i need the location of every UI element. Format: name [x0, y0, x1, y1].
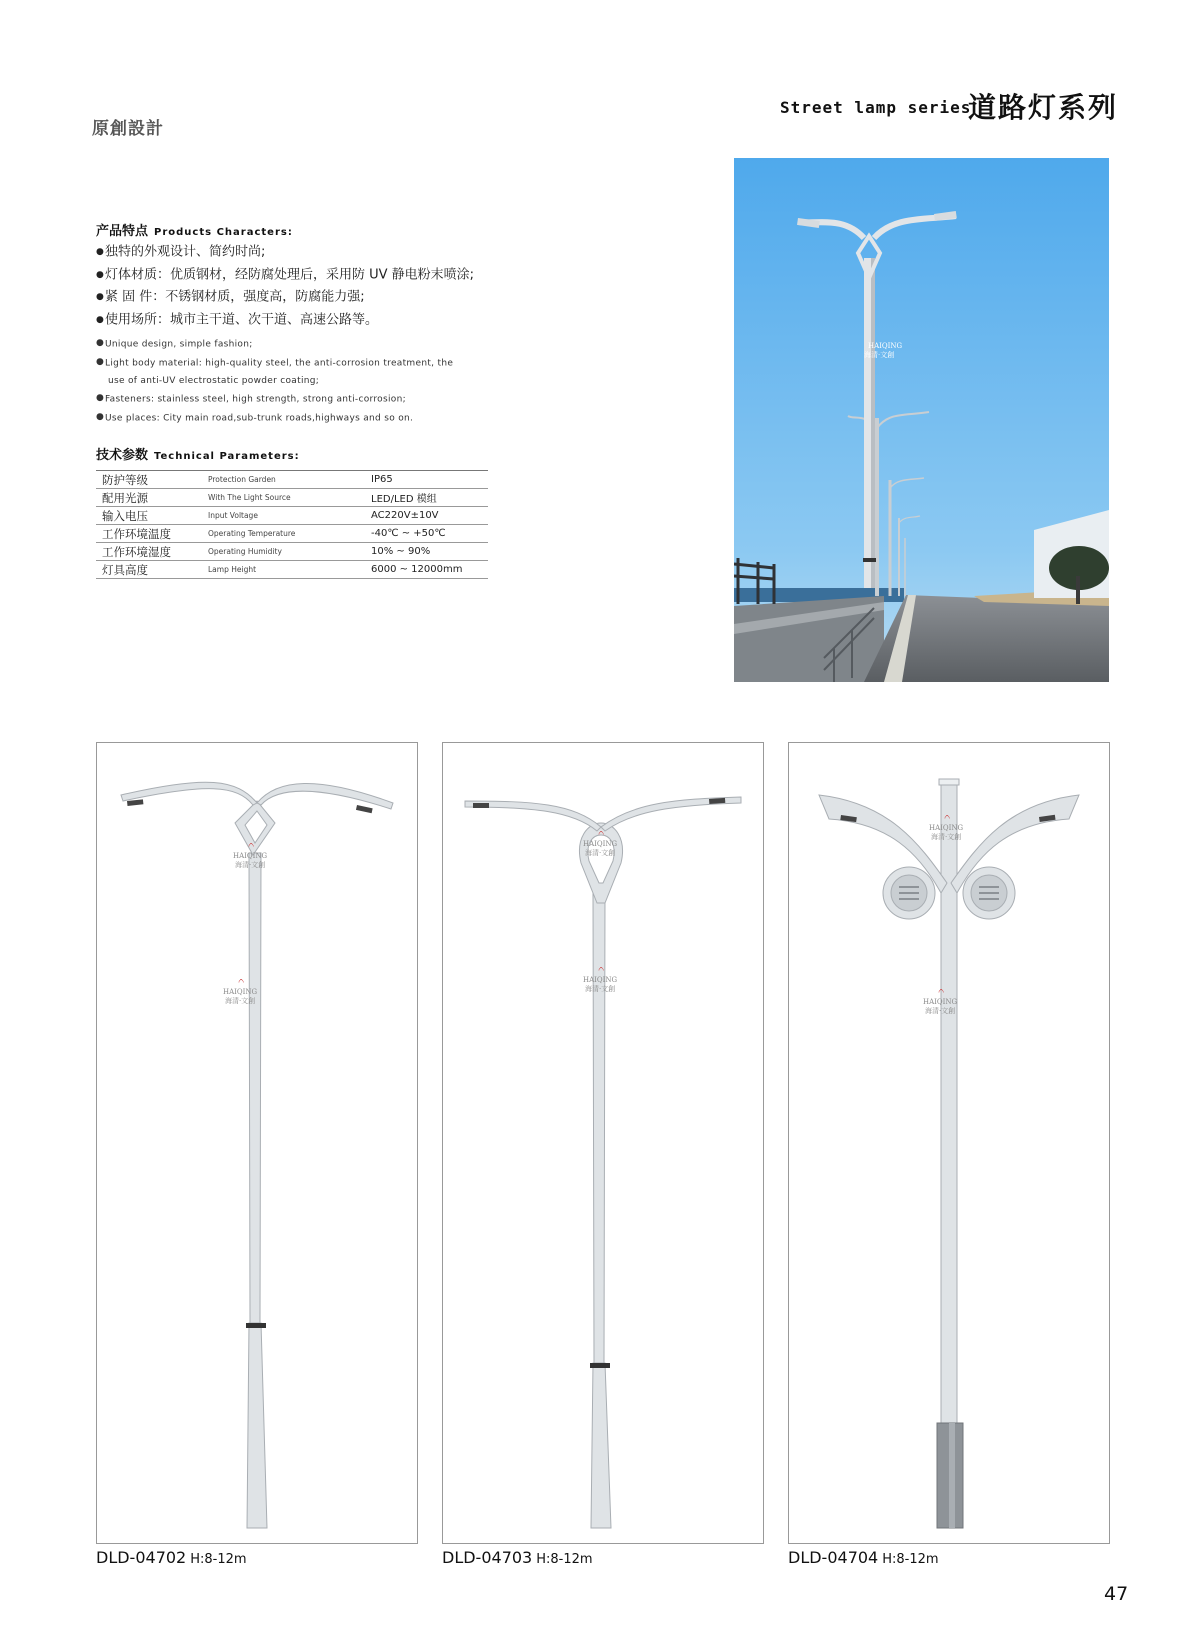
param-name-cn: 灯具高度 — [96, 561, 202, 579]
feature-item-cn: ●独特的外观设计、简约时尚; — [96, 244, 266, 260]
feature-item-en: use of anti-UV electrostatic powder coating; — [108, 375, 320, 386]
street-scene-photo — [734, 158, 1109, 682]
series-title-cn: 道路灯系列 — [968, 91, 1119, 124]
param-value: 6000 ~ 12000mm — [365, 561, 488, 579]
product-model: DLD-04702 — [96, 1548, 187, 1567]
watermark: ◜◝ HAIQING 海清·文創 — [583, 830, 618, 857]
features-list-cn — [96, 241, 516, 331]
param-name-cn: 输入电压 — [96, 507, 202, 525]
product-frame-04703 — [442, 742, 764, 1544]
lamp-illustration-04703 — [443, 743, 763, 1543]
product-frame-04704 — [788, 742, 1110, 1544]
param-name-en: Operating Temperature — [202, 525, 365, 543]
feature-item-en: ●Fasteners: stainless steel, high strength, strong anti-corrosion; — [96, 393, 406, 405]
param-name-en: Input Voltage — [202, 507, 365, 525]
street-scene-illustration — [734, 158, 1109, 682]
param-name-cn: 配用光源 — [96, 489, 202, 507]
product-frame-04702 — [96, 742, 418, 1544]
param-value: IP65 — [365, 471, 488, 489]
watermark: ◜◝ HAIQING 海清·文創 — [233, 842, 268, 869]
param-value: AC220V±10V — [365, 507, 488, 525]
svg-text:海清·文創: 海清·文創 — [864, 351, 895, 359]
table-row — [96, 489, 488, 507]
params-table — [96, 470, 488, 579]
params-heading — [96, 444, 300, 463]
param-name-cn: 工作环境湿度 — [96, 543, 202, 561]
product-caption — [442, 1548, 593, 1567]
param-name-en: Operating Humidity — [202, 543, 365, 561]
features-list-en — [96, 335, 516, 428]
features-title-cn: 产品特点 — [96, 224, 149, 239]
product-model: DLD-04704 — [788, 1548, 879, 1567]
product-height: H:8-12m — [190, 1552, 247, 1567]
param-name-cn: 防护等级 — [96, 471, 202, 489]
series-title-en: Street lamp series — [780, 98, 972, 117]
param-name-cn: 工作环境温度 — [96, 525, 202, 543]
watermark: ◜◝ HAIQING 海清·文創 — [583, 966, 618, 993]
features-heading — [96, 220, 293, 239]
product-height: H:8-12m — [882, 1552, 939, 1567]
params-title-cn: 技术参数 — [96, 448, 149, 463]
feature-item-en: ●Unique design, simple fashion; — [96, 338, 253, 350]
table-row — [96, 543, 488, 561]
watermark: ◜◝ HAIQING 海清·文創 — [223, 978, 258, 1005]
table-row — [96, 561, 488, 579]
lamp-illustration-04704 — [789, 743, 1109, 1543]
param-name-en: With The Light Source — [202, 489, 365, 507]
feature-item-cn: ●紧 固 件：不锈钢材质，强度高，防腐能力强; — [96, 289, 365, 305]
table-row — [96, 507, 488, 525]
product-height: H:8-12m — [536, 1552, 593, 1567]
param-value: LED/LED 模组 — [365, 489, 488, 507]
table-row — [96, 471, 488, 489]
table-row — [96, 525, 488, 543]
page-number: 47 — [1104, 1583, 1129, 1605]
param-name-en: Lamp Height — [202, 561, 365, 579]
svg-text:HAIQING: HAIQING — [868, 342, 903, 350]
product-caption — [96, 1548, 247, 1567]
feature-item-en: ●Use places: City main road,sub-trunk roads,highways and so on. — [96, 411, 414, 423]
watermark: ◜◝ HAIQING 海清·文創 — [929, 814, 964, 841]
param-value: 10% ~ 90% — [365, 543, 488, 561]
brand-label: 原創設計 — [92, 119, 164, 139]
watermark: ◜◝ HAIQING 海清·文創 — [923, 988, 958, 1015]
param-value: -40℃ ~ +50℃ — [365, 525, 488, 543]
feature-item-cn: ●灯体材质：优质钢材，经防腐处理后，采用防 UV 静电粉末喷涂; — [96, 267, 475, 282]
product-model: DLD-04703 — [442, 1548, 533, 1567]
features-title-en: Products Characters: — [154, 227, 293, 238]
feature-item-en: ●Light body material: high-quality steel, the anti-corrosion treatment, the — [96, 356, 454, 368]
product-caption — [788, 1548, 939, 1567]
params-title-en: Technical Parameters: — [154, 451, 300, 462]
feature-item-cn: ●使用场所：城市主干道、次干道、高速公路等。 — [96, 312, 379, 327]
param-name-en: Protection Garden — [202, 471, 365, 489]
